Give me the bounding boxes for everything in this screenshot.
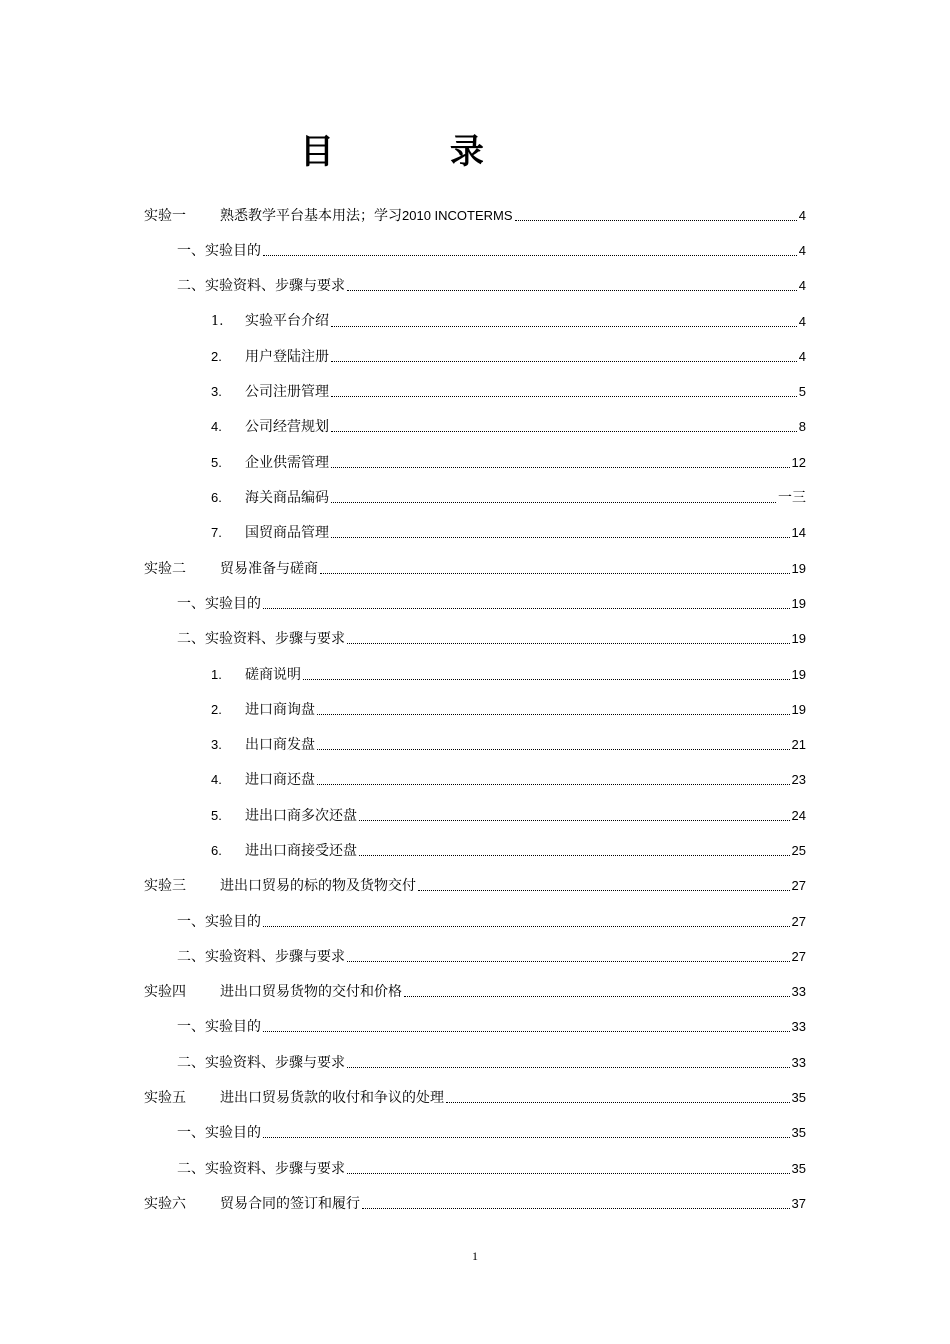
dot-leader bbox=[263, 595, 790, 613]
toc-page-number: 4 bbox=[798, 278, 806, 294]
toc-entry-subsection[interactable] bbox=[144, 339, 806, 374]
toc-item-number: 6. bbox=[211, 842, 222, 858]
toc-entry-subsection[interactable] bbox=[144, 833, 806, 868]
toc-entry-title: 一、实验目的 bbox=[177, 1125, 261, 1142]
toc-entry-section[interactable] bbox=[144, 1151, 806, 1186]
toc-entry-chapter[interactable] bbox=[144, 869, 806, 904]
toc-entry-subsection[interactable] bbox=[144, 480, 806, 515]
toc-entry-title: 进出口贸易货款的收付和争议的处理 bbox=[220, 1090, 444, 1107]
toc-entry-title: 一、实验目的 bbox=[177, 242, 261, 259]
toc-page-number: 19 bbox=[791, 595, 806, 611]
dot-leader bbox=[359, 842, 790, 860]
dot-leader bbox=[320, 560, 790, 578]
toc-page-number: 24 bbox=[791, 807, 806, 823]
dot-leader bbox=[263, 913, 790, 931]
toc-entry-subsection[interactable] bbox=[144, 798, 806, 833]
toc-chapter-number: 实验一 bbox=[144, 207, 186, 224]
dot-leader bbox=[331, 489, 776, 507]
dot-leader bbox=[331, 418, 797, 436]
toc-entry-subsection[interactable] bbox=[144, 410, 806, 445]
toc-page-number: 25 bbox=[791, 842, 806, 858]
toc-page-number: 35 bbox=[791, 1160, 806, 1176]
toc-page-number: 一三 bbox=[778, 490, 806, 507]
toc-entry-subsection[interactable] bbox=[144, 304, 806, 339]
toc-page-number: 4 bbox=[798, 348, 806, 364]
toc-entry-title: 公司经营规划 bbox=[245, 419, 329, 436]
dot-leader bbox=[331, 524, 790, 542]
dot-leader bbox=[263, 1018, 790, 1036]
dot-leader bbox=[347, 1054, 790, 1072]
dot-leader bbox=[404, 983, 790, 1001]
toc-entry-title: 熟悉教学平台基本用法；学习 bbox=[220, 207, 402, 224]
dot-leader bbox=[347, 277, 797, 295]
toc-entry-subsection[interactable] bbox=[144, 692, 806, 727]
toc-page-number: 4 bbox=[798, 242, 806, 258]
dot-leader bbox=[303, 666, 790, 684]
toc-chapter-number: 实验五 bbox=[144, 1090, 186, 1107]
toc-item-number: 4. bbox=[211, 772, 222, 788]
toc-chapter-number: 实验四 bbox=[144, 984, 186, 1001]
toc-page-number: 5 bbox=[798, 384, 806, 400]
dot-leader bbox=[347, 948, 790, 966]
toc-page-number: 37 bbox=[791, 1195, 806, 1211]
toc-entry-section[interactable] bbox=[144, 904, 806, 939]
toc-entry-title: 实验平台介绍 bbox=[245, 313, 329, 330]
toc-page-number: 19 bbox=[791, 560, 806, 576]
toc-entry-chapter[interactable] bbox=[144, 551, 806, 586]
toc-item-number: 6. bbox=[211, 490, 222, 506]
dot-leader bbox=[331, 313, 797, 331]
toc-page-number: 27 bbox=[791, 913, 806, 929]
toc-entry-title: 二、实验资料、步骤与要求 bbox=[177, 278, 345, 295]
toc-page-number: 21 bbox=[791, 737, 806, 753]
toc-entry-chapter[interactable] bbox=[144, 1186, 806, 1221]
toc-page-number: 35 bbox=[791, 1090, 806, 1106]
toc-page-number: 33 bbox=[791, 1054, 806, 1070]
toc-entry-title: 出口商发盘 bbox=[245, 737, 315, 754]
toc-entry-chapter[interactable] bbox=[144, 198, 806, 233]
dot-leader bbox=[263, 1124, 790, 1142]
toc-entry-section[interactable] bbox=[144, 269, 806, 304]
toc-entry-title: 进出口贸易货物的交付和价格 bbox=[220, 984, 402, 1001]
toc-entry-section[interactable] bbox=[144, 586, 806, 621]
toc-entry-subsection[interactable] bbox=[144, 727, 806, 762]
toc-entry-section[interactable] bbox=[144, 622, 806, 657]
toc-entry-title: 公司注册管理 bbox=[245, 384, 329, 401]
toc-page-number: 19 bbox=[791, 631, 806, 647]
toc-page-number: 12 bbox=[791, 454, 806, 470]
toc-entry-title: 一、实验目的 bbox=[177, 913, 261, 930]
toc-chapter-number: 实验六 bbox=[144, 1195, 186, 1212]
dot-leader bbox=[317, 701, 790, 719]
toc-entry-title: 二、实验资料、步骤与要求 bbox=[177, 948, 345, 965]
toc-item-number: 1. bbox=[211, 666, 222, 682]
toc-entry-title: 用户登陆注册 bbox=[245, 348, 329, 365]
toc-entry-title: 一、实验目的 bbox=[177, 595, 261, 612]
dot-leader bbox=[317, 771, 790, 789]
toc-entry-title: 二、实验资料、步骤与要求 bbox=[177, 631, 345, 648]
toc-item-number: 7. bbox=[211, 525, 222, 541]
dot-leader bbox=[446, 1089, 790, 1107]
toc-page-number: 14 bbox=[791, 525, 806, 541]
page-number-footer: 1 bbox=[472, 1249, 478, 1263]
table-of-contents bbox=[144, 198, 806, 1222]
toc-entry-subsection[interactable] bbox=[144, 763, 806, 798]
toc-entry-title-latin: 2010 INCOTERMS bbox=[402, 207, 513, 223]
toc-entry-title: 贸易准备与磋商 bbox=[220, 560, 318, 577]
toc-entry-title: 磋商说明 bbox=[245, 666, 301, 683]
toc-entry-section[interactable] bbox=[144, 1010, 806, 1045]
dot-leader bbox=[263, 242, 797, 260]
toc-entry-subsection[interactable] bbox=[144, 657, 806, 692]
toc-page-number: 4 bbox=[798, 313, 806, 329]
dot-leader bbox=[331, 454, 790, 472]
dot-leader bbox=[418, 877, 790, 895]
toc-entry-title: 进出口商多次还盘 bbox=[245, 807, 357, 824]
toc-entry-title: 二、实验资料、步骤与要求 bbox=[177, 1160, 345, 1177]
toc-entry-title: 二、实验资料、步骤与要求 bbox=[177, 1054, 345, 1071]
toc-item-number: 3. bbox=[211, 737, 222, 753]
toc-entry-subsection[interactable] bbox=[144, 445, 806, 480]
toc-entry-title: 企业供需管理 bbox=[245, 454, 329, 471]
dot-leader bbox=[359, 807, 790, 825]
dot-leader bbox=[362, 1195, 790, 1213]
dot-leader bbox=[347, 1160, 790, 1178]
dot-leader bbox=[515, 207, 797, 225]
toc-page-number: 33 bbox=[791, 1019, 806, 1035]
toc-page-number: 27 bbox=[791, 878, 806, 894]
toc-item-number: 5. bbox=[211, 807, 222, 823]
toc-entry-title: 贸易合同的签订和履行 bbox=[220, 1195, 360, 1212]
dot-leader bbox=[317, 736, 790, 754]
toc-entry-title: 进口商询盘 bbox=[245, 701, 315, 718]
toc-item-number: 1. bbox=[211, 314, 224, 330]
toc-page-number: 19 bbox=[791, 666, 806, 682]
toc-page-number: 19 bbox=[791, 701, 806, 717]
toc-page-number: 33 bbox=[791, 984, 806, 1000]
toc-entry-title: 进口商还盘 bbox=[245, 772, 315, 789]
toc-item-number: 4. bbox=[211, 419, 222, 435]
toc-entry-title: 进出口商接受还盘 bbox=[245, 842, 357, 859]
dot-leader bbox=[347, 630, 790, 648]
toc-entry-title: 一、实验目的 bbox=[177, 1019, 261, 1036]
toc-page-number: 35 bbox=[791, 1125, 806, 1141]
toc-page-number: 27 bbox=[791, 948, 806, 964]
toc-entry-title: 国贸商品管理 bbox=[245, 525, 329, 542]
toc-page-number: 4 bbox=[798, 207, 806, 223]
toc-entry-subsection[interactable] bbox=[144, 374, 806, 409]
toc-chapter-number: 实验二 bbox=[144, 560, 186, 577]
toc-item-number: 2. bbox=[211, 348, 222, 364]
toc-entry-section[interactable] bbox=[144, 1045, 806, 1080]
toc-entry-chapter[interactable] bbox=[144, 1080, 806, 1115]
dot-leader bbox=[331, 383, 797, 401]
toc-entry-subsection[interactable] bbox=[144, 516, 806, 551]
toc-entry-section[interactable] bbox=[144, 939, 806, 974]
page-title: 目 录 bbox=[300, 132, 536, 172]
toc-entry-title: 海关商品编码 bbox=[245, 490, 329, 507]
toc-item-number: 3. bbox=[211, 384, 222, 400]
toc-entry-section[interactable] bbox=[144, 233, 806, 268]
toc-entry-chapter[interactable] bbox=[144, 975, 806, 1010]
toc-item-number: 5. bbox=[211, 454, 222, 470]
toc-page-number: 8 bbox=[798, 419, 806, 435]
dot-leader bbox=[331, 348, 797, 366]
toc-page-number: 23 bbox=[791, 772, 806, 788]
toc-entry-section[interactable] bbox=[144, 1116, 806, 1151]
toc-item-number: 2. bbox=[211, 701, 222, 717]
toc-entry-title: 进出口贸易的标的物及货物交付 bbox=[220, 878, 416, 895]
toc-chapter-number: 实验三 bbox=[144, 878, 186, 895]
